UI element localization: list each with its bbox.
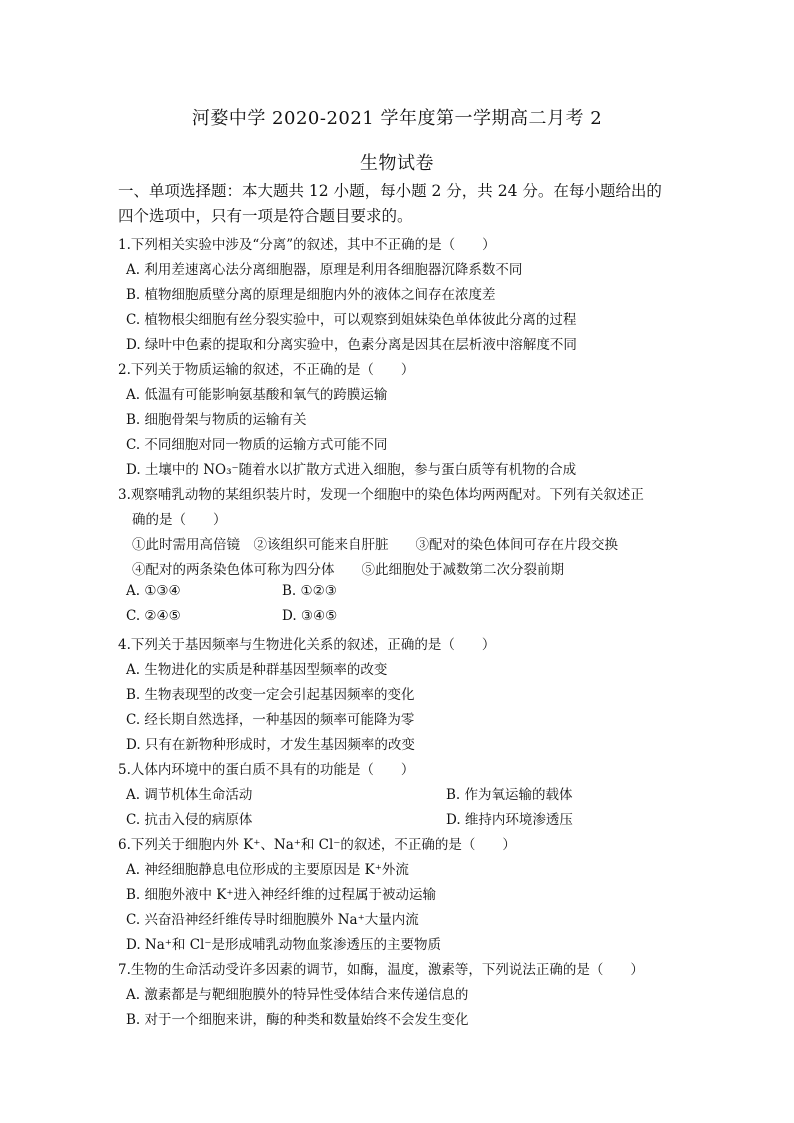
question-6-option-a: A. 神经细胞静息电位形成的主要原因是 K⁺外流 <box>126 862 409 878</box>
question-3-stem: 3.观察哺乳动物的某组织装片时，发现一个细胞中的染色体均两两配对。下列有关叙述正 <box>118 487 644 503</box>
question-3-statements-2: ④配对的两条染色体可称为四分体 ⑤此细胞处于减数第二次分裂前期 <box>132 562 564 578</box>
section-instruction-line-1: 一、单项选择题：本大题共 12 小题，每小题 2 分，共 24 分。在每小题给出的 <box>118 182 662 200</box>
question-4-stem: 4.下列关于基因频率与生物进化关系的叙述，正确的是（ ） <box>118 637 496 653</box>
question-1-option-a: A. 利用差速离心法分离细胞器，原理是利用各细胞器沉降系数不同 <box>126 262 523 278</box>
question-6-stem: 6.下列关于细胞内外 K⁺、Na⁺和 Cl⁻的叙述，不正确的是（ ） <box>118 837 516 853</box>
question-3-option-d: D. ③④⑤ <box>282 608 338 624</box>
question-3-stem-continued: 确的是（ ） <box>132 512 227 528</box>
page-subtitle: 生物试卷 <box>360 153 434 174</box>
section-instruction-line-2: 四个选项中，只有一项是符合题目要求的。 <box>118 207 413 225</box>
question-3-option-b: B. ①②③ <box>282 583 337 599</box>
question-1-option-b: B. 植物细胞质壁分离的原理是细胞内外的液体之间存在浓度差 <box>126 287 496 303</box>
question-2-stem: 2.下列关于物质运输的叙述，不正确的是（ ） <box>118 362 415 378</box>
question-3-statements-1: ①此时需用高倍镜 ②该组织可能来自肝脏 ③配对的染色体间可存在片段交换 <box>132 537 618 553</box>
question-5-option-d: D. 维持内环境渗透压 <box>446 812 573 828</box>
question-1-stem: 1.下列相关实验中涉及“分离”的叙述，其中不正确的是（ ） <box>118 237 496 253</box>
question-1-option-c: C. 植物根尖细胞有丝分裂实验中，可以观察到姐妹染色单体彼此分离的过程 <box>126 312 577 328</box>
question-2-option-b: B. 细胞骨架与物质的运输有关 <box>126 412 307 428</box>
question-2-option-a: A. 低温有可能影响氨基酸和氧气的跨膜运输 <box>126 387 388 403</box>
question-6-option-d: D. Na⁺和 Cl⁻是形成哺乳动物血浆渗透压的主要物质 <box>126 937 441 953</box>
question-6-option-c: C. 兴奋沿神经纤维传导时细胞膜外 Na⁺大量内流 <box>126 912 419 928</box>
question-7-stem: 7.生物的生命活动受许多因素的调节，如酶，温度，激素等，下列说法正确的是（ ） <box>118 962 644 978</box>
question-4-option-c: C. 经长期自然选择，一种基因的频率可能降为零 <box>126 712 415 728</box>
question-5-option-c: C. 抗击入侵的病原体 <box>126 812 253 828</box>
question-5-option-a: A. 调节机体生命活动 <box>126 787 253 803</box>
question-6-option-b: B. 细胞外液中 K⁺进入神经纤维的过程属于被动运输 <box>126 887 437 903</box>
question-4-option-a: A. 生物进化的实质是种群基因型频率的改变 <box>126 662 388 678</box>
question-3-option-a: A. ①③④ <box>126 583 181 599</box>
question-5-option-b: B. 作为氧运输的载体 <box>446 787 573 803</box>
page-title: 河婺中学 2020-2021 学年度第一学期高二月考 2 <box>191 108 603 129</box>
question-4-option-d: D. 只有在新物种形成时，才发生基因频率的改变 <box>126 737 415 753</box>
question-3-option-c: C. ②④⑤ <box>126 608 181 624</box>
question-4-option-b: B. 生物表现型的改变一定会引起基因频率的变化 <box>126 687 415 703</box>
question-2-option-c: C. 不同细胞对同一物质的运输方式可能不同 <box>126 437 388 453</box>
question-5-stem: 5.人体内环境中的蛋白质不具有的功能是（ ） <box>118 762 415 778</box>
question-7-option-b: B. 对于一个细胞来讲，酶的种类和数量始终不会发生变化 <box>126 1012 469 1028</box>
question-2-option-d: D. 土壤中的 NO₃⁻随着水以扩散方式进入细胞，参与蛋白质等有机物的合成 <box>126 462 577 478</box>
question-1-option-d: D. 绿叶中色素的提取和分离实验中，色素分离是因其在层析液中溶解度不同 <box>126 337 577 353</box>
question-7-option-a: A. 激素都是与靶细胞膜外的特异性受体结合来传递信息的 <box>126 987 469 1003</box>
